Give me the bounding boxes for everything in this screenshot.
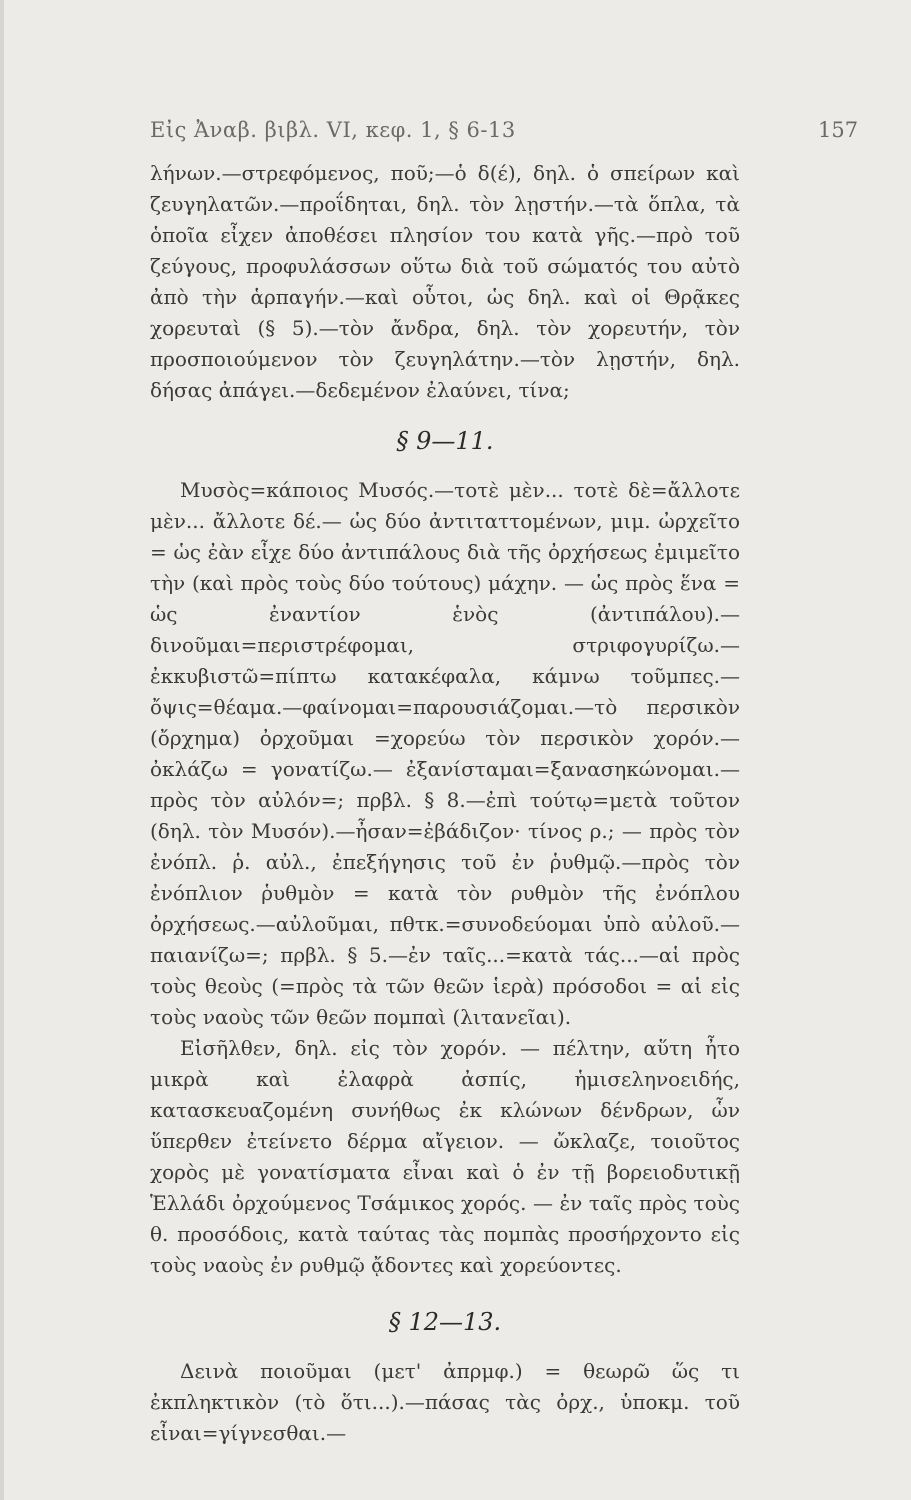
section-heading-9-11: § 9—11. bbox=[396, 427, 494, 455]
page-number: 157 bbox=[818, 118, 859, 142]
running-head: Εἰς Ἀναβ. βιβλ. VI, κεφ. 1, § 6-13 bbox=[150, 118, 516, 142]
page-fold-shadow bbox=[0, 0, 4, 1500]
paragraph-deina: Δεινὰ ποιοῦμαι (μετ' ἀπρμφ.) = θεωρῶ ὥς τι ἐκπληκτικὸν (τὸ ὅτι...).—πάσας τὰς ὀρχ., ὑποκμ. τοῦ εἶναι=γίγνεσθαι.— bbox=[150, 1359, 740, 1445]
paragraph-mysos: Μυσὸς=κάποιος Μυσός.—τοτὲ μὲν... τοτὲ δὲ=ἄλλοτε μὲν... ἄλλοτε δέ.— ὡς δύο ἀντιταττομένων, μιμ. ὠρχεῖτο = ὡς ἐὰν εἶχε δύο ἀντιπάλους διὰ τῆς ὀρχήσεως ἐμιμεῖτο τὴν (καὶ πρὸς τοὺς δύο τούτους) μάχην. — ὡς πρὸς ἕνα = ὡς ἐναντίον ἑνὸς (ἀντιπάλου).—δινοῦμαι=περιστρέφομαι, στριφογυρίζω.—ἐκκυβιστῶ=πίπτω κατακέφαλα, κάμνω τοῦμπες.—ὄψις=θέαμα.—φαίνομαι=παρουσιάζομαι.—τὸ περσικὸν (ὄρχημα) ὀρχοῦμαι =χορεύω τὸν περσικὸν χορόν.— ὀκλάζω = γονατίζω.— ἐξανίσταμαι=ξανασηκώνομαι.—πρὸς τὸν αὐλόν=; πρβλ. § 8.—ἐπὶ τούτῳ=μετὰ τοῦτον (δηλ. τὸν Μυσόν).—ἦσαν=ἐβάδιζον· τίνος ρ.; — πρὸς τὸν ἐνόπλ. ῥ. αὐλ., ἐπεξήγησις τοῦ ἐν ῥυθμῷ.—πρὸς τὸν ἐνόπλιον ῥυθμὸν = κατὰ τὸν ρυθμὸν τῆς ἐνόπλου ὀρχήσεως.—αὐλοῦμαι, πθτκ.=συνοδεύομαι ὑπὸ αὐλοῦ.—παιανίζω=; πρβλ. § 5.—ἐν ταῖς...=κατὰ τάς...—αἱ πρὸς τοὺς θεοὺς (=πρὸς τὰ τῶν θεῶν ἱερὰ) πρόσοδοι = αἱ εἰς τοὺς ναοὺς τῶν θεῶν πομπαὶ (λιτανεῖαι). bbox=[150, 478, 740, 1029]
paragraph-eiselthen: Εἰσῆλθεν, δηλ. εἰς τὸν χορόν. — πέλτην, αὕτη ἦτο μικρὰ καὶ ἐλαφρὰ ἀσπίς, ἡμισεληνοειδής, κατασκευαζομένη συνήθως ἐκ κλώνων δένδρων, ὧν ὕπερθεν ἐτείνετο δέρμα αἴγειον. — ὤκλαζε, τοιοῦτος χορὸς μὲ γονατίσματα εἶναι καὶ ὁ ἐν τῇ βορειοδυτικῇ Ἑλλάδι ὀρχούμενος Τσάμικος χορός. — ἐν ταῖς πρὸς τοὺς θ. προσόδοις, κατὰ ταύτας τὰς πομπὰς προσήρχοντο εἰς τοὺς ναοὺς ἐν ρυθμῷ ᾄδοντες καὶ χορεύοντες. bbox=[150, 1036, 740, 1277]
paragraph-continuation: λήνων.—στρεφόμενος, ποῦ;—ὁ δ(έ), δηλ. ὁ σπείρων καὶ ζευγηλατῶν.—προΐδηται, δηλ. τὸν λῃστήν.—τὰ ὅπλα, τὰ ὁποῖα εἶχεν ἀποθέσει πλησίον του κατὰ γῆς.—πρὸ τοῦ ζεύγους, προφυλάσσων οὕτω διὰ τοῦ σώματός του αὐτὸ ἀπὸ τὴν ἁρπαγήν.—καὶ οὗτοι, ὡς δηλ. καὶ οἱ Θρᾷκες χορευταὶ (§ 5).—τὸν ἄνδρα, δηλ. τὸν χορευτήν, τὸν προσποιούμενον τὸν ζευγηλάτην.—τὸν λῃστήν, δηλ. δήσας ἀπάγει.—δεδεμένον ἐλαύνει, τίνα; bbox=[150, 161, 740, 402]
commentary-body bbox=[150, 158, 740, 1449]
section-heading-12-13: § 12—13. bbox=[388, 1308, 502, 1336]
